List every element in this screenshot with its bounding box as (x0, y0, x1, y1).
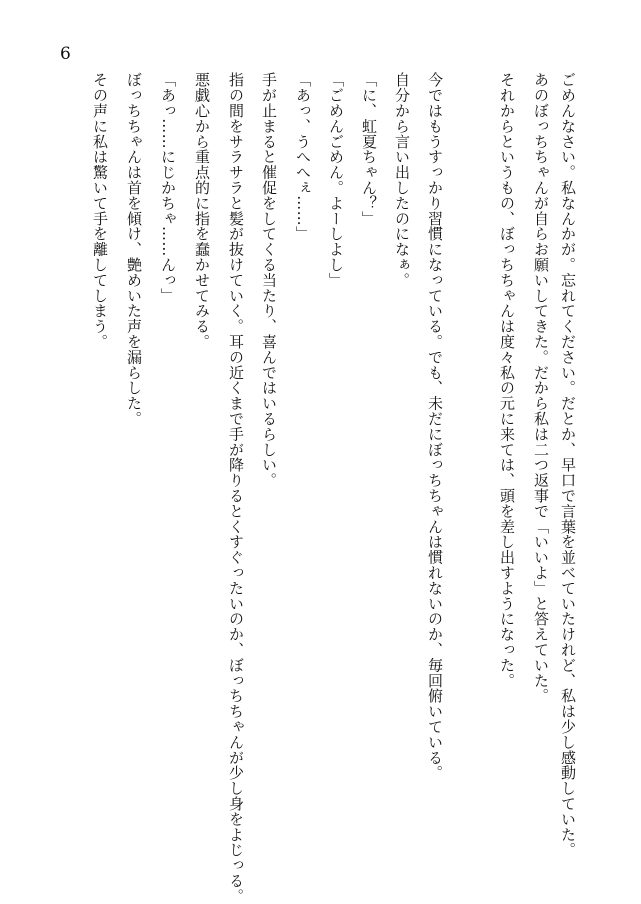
page-number: 6 (60, 44, 71, 64)
text-line-15: その声に私は驚いて手を離してしまう。 (91, 72, 109, 350)
text-line-10: 手が止まると催促をしてくる当たり、喜んではいるらしい。 (260, 72, 278, 488)
text-line-14: ぼっちちゃんは首を傾け、艶めいた声を漏らした。 (125, 72, 143, 427)
text-line-2: あのぼっちちゃんが自らお願いしてきた。だから私は二つ返事で「いいよ」と答えていた。 (532, 72, 550, 704)
text-line-5: 今ではもうすっかり習慣になっている。でも、未だにぼっちちゃんは慣れないのか、毎回俯いている。 (426, 72, 444, 781)
text-line-3: それからというもの、ぼっちちゃんは度々私の元に来ては、頭を差し出すようになった。 (498, 72, 516, 688)
text-line-6: 自分から言い出したのになぁ。 (393, 72, 411, 288)
text-line-9: 「あっ、うへへぇ……」 (294, 72, 312, 242)
text-line-13: 「あっ……にじかちゃ……んっ」 (159, 72, 177, 303)
text-line-11: 指の間をサラサラと髪が抜けていく。耳の近くまで手が降りるとくすぐったいのか、ぼっちちゃんが少し身をよじっる。 (227, 72, 245, 904)
text-line-8: 「ごめんごめん。よーしよし」 (327, 72, 345, 288)
text-line-12: 悪戯心から重点的に指を蠢かせてみる。 (193, 72, 211, 350)
text-line-7: 「に、虹夏ちゃん？」 (360, 72, 378, 226)
text-line-1: ごめんなさい。私なんかが。忘れてください。だとか、早口で言葉を並べていたけれど、私は少し感動していた。 (559, 72, 577, 858)
